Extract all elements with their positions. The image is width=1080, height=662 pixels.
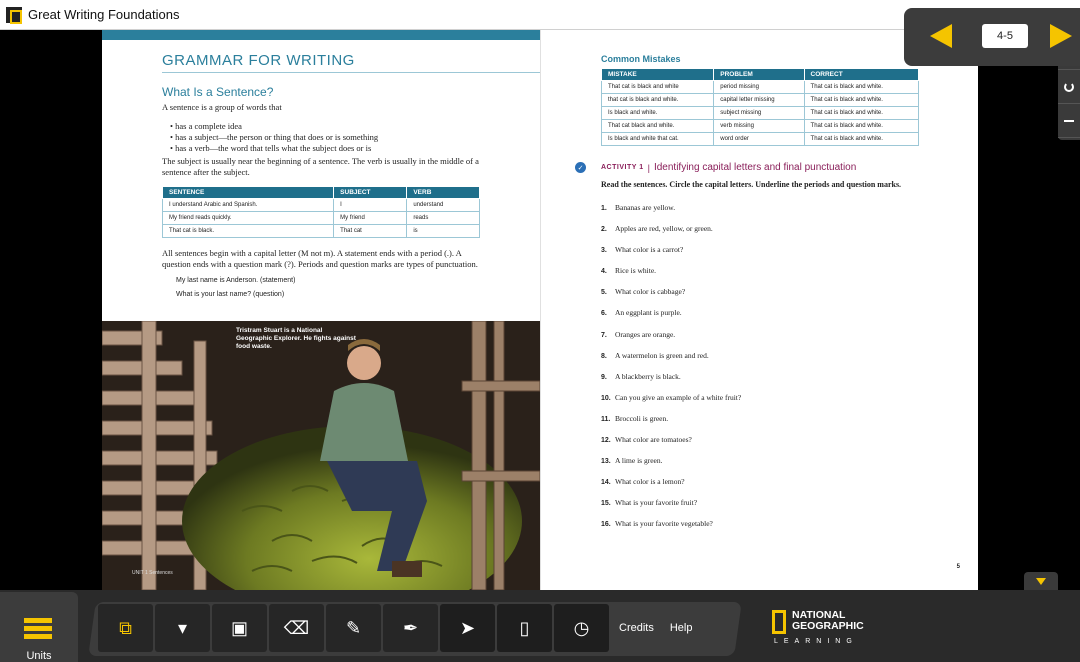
ng-yellow-border-icon bbox=[772, 610, 786, 634]
item-number: 5. bbox=[601, 289, 607, 297]
item-number: 9. bbox=[601, 373, 607, 381]
table-cell: My friend reads quickly. bbox=[163, 212, 334, 225]
table-cell: That cat is black and white. bbox=[804, 120, 918, 133]
item-text: Apples are red, yellow, or green. bbox=[615, 224, 713, 234]
item-text: Can you give an example of a white fruit? bbox=[615, 392, 742, 402]
table-cell: That cat is black. bbox=[163, 225, 334, 238]
item-number: 10. bbox=[601, 394, 611, 402]
table-cell: Is black and white. bbox=[602, 107, 714, 120]
item-text: A blackberry is black. bbox=[615, 371, 681, 381]
table-cell: I understand Arabic and Spanish. bbox=[163, 199, 334, 212]
list-item bbox=[601, 266, 741, 287]
sentence-table bbox=[162, 186, 480, 238]
activity-separator: | bbox=[647, 162, 650, 173]
right-page bbox=[540, 30, 978, 590]
table-cell: that cat is black and white. bbox=[602, 94, 714, 107]
list-item: • has a verb—the word that tells what the subject does or is bbox=[170, 143, 378, 154]
layout-tool-button[interactable] bbox=[212, 604, 267, 652]
list-item bbox=[601, 351, 741, 372]
table-cell: word order bbox=[714, 133, 804, 146]
pen-tool-button[interactable] bbox=[326, 604, 381, 652]
table-cell: reads bbox=[407, 212, 480, 225]
item-number: 16. bbox=[601, 521, 611, 529]
list-item bbox=[601, 224, 741, 245]
list-item bbox=[601, 330, 741, 351]
table-row bbox=[602, 107, 919, 120]
list-icon bbox=[24, 618, 52, 640]
logo-text bbox=[792, 610, 864, 632]
table-header: SENTENCE bbox=[163, 187, 334, 199]
activity-label: ACTIVITY 1 bbox=[601, 164, 644, 171]
lesson-heading: What Is a Sentence? bbox=[162, 85, 274, 99]
credits-button[interactable]: Credits bbox=[619, 622, 654, 634]
table-header: PROBLEM bbox=[714, 69, 804, 81]
item-text: What is your favorite fruit? bbox=[615, 498, 698, 508]
table-row bbox=[163, 225, 480, 238]
item-number: 4. bbox=[601, 268, 607, 276]
item-text: What color is a lemon? bbox=[615, 477, 685, 487]
subject-verb-text: The subject is usually near the beginning of a sentence. The verb is usually in the middle of a sentence after the subject. bbox=[162, 156, 479, 177]
timer-tool-icon: ◷ bbox=[573, 617, 590, 638]
timer-tool-button[interactable] bbox=[554, 604, 609, 652]
table-cell: verb missing bbox=[714, 120, 804, 133]
table-row bbox=[163, 199, 480, 212]
previous-page-button[interactable] bbox=[930, 24, 952, 48]
table-row bbox=[602, 120, 919, 133]
logo-learning: LEARNING bbox=[774, 638, 858, 645]
table-header: SUBJECT bbox=[334, 187, 407, 199]
toggle-toolbar-button[interactable] bbox=[1024, 572, 1058, 590]
list-item bbox=[601, 435, 741, 456]
table-row bbox=[602, 133, 919, 146]
item-text: Bananas are yellow. bbox=[615, 203, 676, 212]
table-cell: period missing bbox=[714, 81, 804, 94]
example-question: What is your last name? (question) bbox=[176, 291, 285, 298]
table-cell: That cat is black and white. bbox=[804, 81, 918, 94]
item-number: 8. bbox=[601, 352, 607, 360]
intro-text: A sentence is a group of words that bbox=[162, 102, 282, 112]
book-reader bbox=[0, 30, 1080, 590]
activity-check-icon[interactable]: ✓ bbox=[575, 162, 586, 173]
sentence-rules-list bbox=[170, 121, 378, 154]
pointer-tool-button[interactable] bbox=[440, 604, 495, 652]
punctuation-text: All sentences begin with a capital letter (M not m). A statement ends with a period (.). A question ends with a question mark (?). Periods and question marks are types of punctuation. bbox=[162, 248, 478, 269]
activity-instructions: Read the sentences. Circle the capital letters. Underline the periods and question marks. bbox=[601, 180, 902, 189]
table-cell: subject missing bbox=[714, 107, 804, 120]
table-cell: That cat bbox=[334, 225, 407, 238]
title-divider bbox=[162, 72, 540, 73]
item-number: 1. bbox=[601, 205, 607, 212]
table-cell: is bbox=[407, 225, 480, 238]
pointer-tool-icon: ➤ bbox=[459, 617, 476, 638]
page-tool-icon: ▯ bbox=[519, 617, 530, 638]
item-text: What color are tomatoes? bbox=[615, 435, 692, 445]
common-mistakes-table bbox=[601, 68, 919, 146]
logo-line2: GEOGRAPHIC bbox=[792, 620, 864, 632]
highlighter-tool-icon: ✒ bbox=[402, 617, 419, 638]
item-text: A watermelon is green and red. bbox=[615, 350, 709, 360]
left-page bbox=[102, 30, 540, 590]
copy-tool-button[interactable] bbox=[98, 604, 153, 652]
highlighter-tool-button[interactable] bbox=[383, 604, 438, 652]
window-title: Great Writing Foundations bbox=[28, 7, 180, 22]
list-item: • has a complete idea bbox=[170, 121, 378, 132]
pin-tool-icon: ▾ bbox=[177, 617, 188, 638]
pin-tool-button[interactable] bbox=[155, 604, 210, 652]
unit-footer: UNIT 1 Sentences bbox=[132, 570, 173, 576]
list-item bbox=[601, 393, 741, 414]
layout-tool-icon: ▣ bbox=[230, 617, 248, 638]
table-header: CORRECT bbox=[804, 69, 918, 81]
item-number: 11. bbox=[601, 415, 611, 423]
item-text: An eggplant is purple. bbox=[615, 308, 682, 318]
eraser-tool-icon: ⌫ bbox=[283, 617, 310, 638]
photo-illustration bbox=[102, 321, 540, 590]
table-cell: understand bbox=[407, 199, 480, 212]
page-tool-button[interactable] bbox=[497, 604, 552, 652]
activity-items-list bbox=[601, 203, 741, 541]
logo-line1: NATIONAL bbox=[792, 609, 846, 621]
table-cell: capital letter missing bbox=[714, 94, 804, 107]
section-title: GRAMMAR FOR WRITING bbox=[162, 52, 355, 69]
explorer-photo bbox=[102, 321, 540, 590]
activity-title: Identifying capital letters and final punctuation bbox=[653, 162, 857, 173]
item-number: 12. bbox=[601, 437, 611, 445]
common-mistakes-title: Common Mistakes bbox=[601, 54, 681, 64]
item-number: 2. bbox=[601, 226, 607, 234]
list-item bbox=[601, 519, 741, 540]
list-item bbox=[601, 498, 741, 519]
next-page-button[interactable] bbox=[1050, 24, 1072, 48]
photo-caption: Tristram Stuart is a National Geographic Explorer. He fights against food waste. bbox=[236, 327, 356, 350]
item-number: 15. bbox=[601, 500, 611, 508]
table-cell: That cat is black and white bbox=[602, 81, 714, 94]
list-item: • has a subject—the person or thing that does or is something bbox=[170, 132, 378, 143]
table-cell: I bbox=[334, 199, 407, 212]
help-button[interactable]: Help bbox=[669, 622, 693, 634]
national-geographic-logo bbox=[772, 610, 882, 650]
table-row bbox=[163, 212, 480, 225]
refresh-icon bbox=[1064, 82, 1074, 92]
minus-icon bbox=[1064, 120, 1074, 122]
page-number: 5 bbox=[956, 564, 960, 570]
table-cell: That cat black and white. bbox=[602, 120, 714, 133]
app-logo-icon bbox=[6, 7, 22, 23]
list-item bbox=[601, 308, 741, 329]
page-number-input[interactable]: 4-5 bbox=[982, 24, 1028, 48]
units-button[interactable] bbox=[0, 592, 78, 662]
eraser-tool-button[interactable] bbox=[269, 604, 324, 652]
pen-tool-icon: ✎ bbox=[345, 617, 362, 638]
table-cell: That cat is black and white. bbox=[804, 107, 918, 120]
item-text: Broccoli is green. bbox=[615, 413, 669, 423]
table-cell: That cat is black and white. bbox=[804, 133, 918, 146]
item-number: 14. bbox=[601, 479, 611, 487]
list-item bbox=[601, 372, 741, 393]
item-text: What is your favorite vegetable? bbox=[615, 519, 713, 529]
list-item bbox=[601, 203, 741, 224]
list-item bbox=[601, 245, 741, 266]
activity-header bbox=[575, 162, 856, 173]
table-cell: That cat is black and white. bbox=[804, 94, 918, 107]
item-text: A lime is green. bbox=[615, 456, 663, 466]
item-number: 3. bbox=[601, 247, 607, 255]
units-label: Units bbox=[26, 650, 52, 662]
item-text: What color is cabbage? bbox=[615, 287, 686, 297]
table-header: VERB bbox=[407, 187, 480, 199]
table-header: MISTAKE bbox=[602, 69, 714, 81]
table-row bbox=[602, 94, 919, 107]
zoom-out-button[interactable] bbox=[1058, 104, 1080, 138]
bottom-toolbar bbox=[0, 590, 1080, 662]
list-item bbox=[601, 287, 741, 308]
annotation-tools bbox=[98, 604, 700, 652]
item-number: 6. bbox=[601, 310, 607, 318]
table-cell: Is black and white that cat. bbox=[602, 133, 714, 146]
item-text: Rice is white. bbox=[615, 266, 657, 276]
chevron-down-icon bbox=[1036, 578, 1046, 585]
table-row bbox=[602, 81, 919, 94]
item-number: 7. bbox=[601, 331, 607, 339]
list-item bbox=[601, 477, 741, 498]
list-item bbox=[601, 414, 741, 435]
item-text: Oranges are orange. bbox=[615, 329, 676, 339]
item-text: What color is a carrot? bbox=[615, 245, 684, 255]
item-number: 13. bbox=[601, 458, 611, 466]
copy-tool-icon: ⧉ bbox=[119, 617, 132, 638]
page-header-band bbox=[102, 30, 540, 40]
table-cell: My friend bbox=[334, 212, 407, 225]
example-statement: My last name is Anderson. (statement) bbox=[176, 277, 296, 284]
list-item bbox=[601, 456, 741, 477]
reset-zoom-button[interactable] bbox=[1058, 70, 1080, 104]
